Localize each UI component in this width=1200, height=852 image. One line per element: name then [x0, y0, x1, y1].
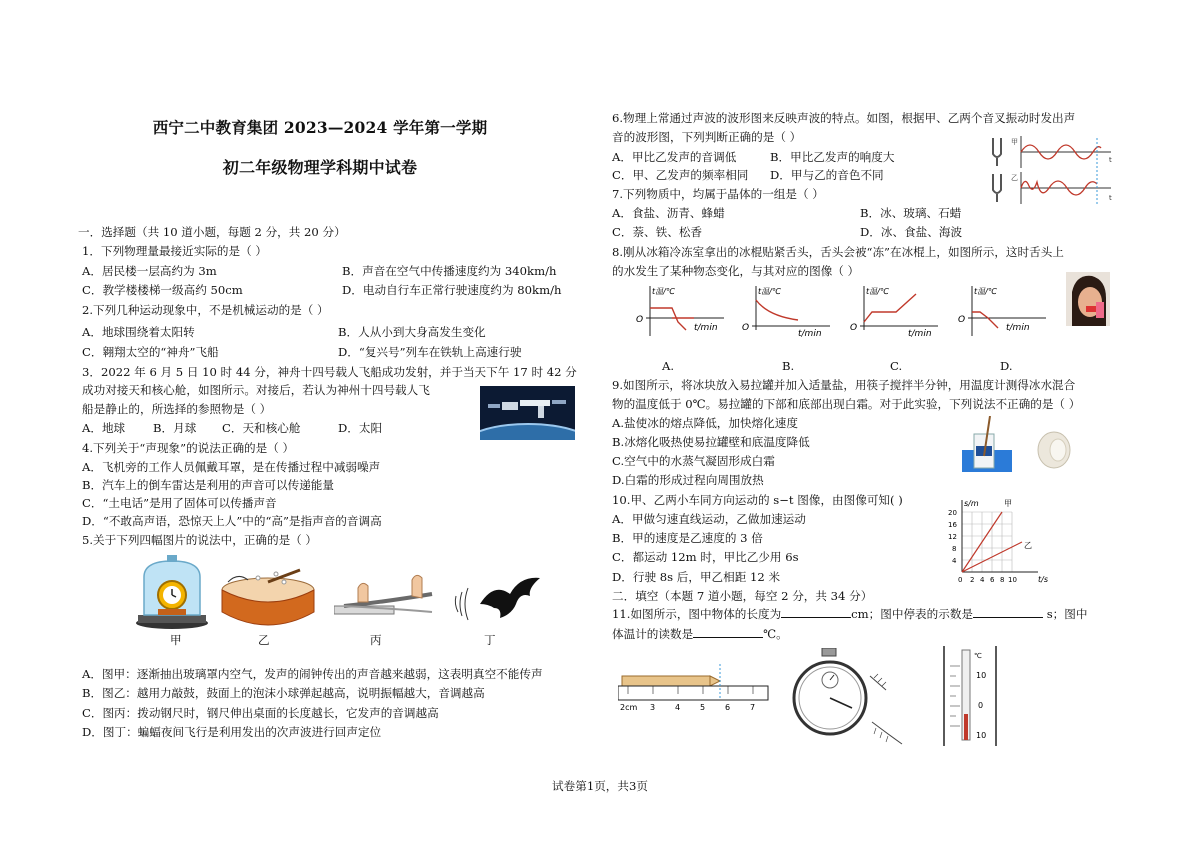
- q9-option-b: B.冰熔化吸热使易拉罐壁和底温度降低: [612, 435, 810, 449]
- q3-option-a: A．地球: [82, 421, 126, 435]
- q6-wave-label-2: 乙: [1011, 174, 1018, 182]
- q6-axis-t-1: t: [1109, 156, 1112, 164]
- q6-option-c: C．甲、乙发声的频率相同: [612, 168, 749, 182]
- q10-ytick: 20: [948, 509, 957, 517]
- q3-line2: 成功对接天和核心舱，如图所示。对接后，若认为神州十四号载人飞: [82, 383, 430, 397]
- q1-option-c: C．教学楼楼梯一级高约 50cm: [82, 283, 243, 297]
- q8-tongue-photo: [1066, 272, 1110, 326]
- q11-line1-b: cm；图中停表的示数是: [851, 607, 974, 621]
- q4-option-c: C．“土电话”是用了固体可以传播声音: [82, 496, 277, 510]
- q8-d-ylabel: t温/℃: [974, 287, 997, 296]
- q6-option-b: B．甲比乙发声的响度大: [770, 150, 895, 164]
- q5-option-a: A．图甲：逐渐抽出玻璃罩内空气，发声的闹钟传出的声音越来越弱，这表明真空不能传声: [82, 667, 543, 681]
- q8-a-ylabel: t温/℃: [652, 287, 675, 296]
- q11-thermo-unit: ℃: [974, 652, 982, 660]
- q10-ytick: 16: [948, 521, 957, 529]
- q11-ruler-label: 2cm: [620, 703, 638, 712]
- q10-xtick: 8: [1000, 576, 1005, 584]
- q8-graph-a: [632, 284, 728, 340]
- q10-option-c: C．都运动 12m 时，甲比乙少用 6s: [612, 550, 799, 564]
- q3-option-b: B．月球: [153, 421, 197, 435]
- q11-ruler-figure: [618, 664, 770, 716]
- q10-stem: 10.甲、乙两小车同方向运动的 s−t 图像，由图像可知( ): [612, 493, 903, 507]
- q11-thermometer-figure: [940, 646, 1000, 746]
- q4-stem: 4.下列关于“声现象”的说法正确的是（ ）: [82, 441, 295, 455]
- q10-xtick: 10: [1008, 576, 1017, 584]
- q11-line1-c: s；图中: [1046, 607, 1088, 621]
- q6-wave-label-1: 甲: [1011, 138, 1018, 146]
- q8-graph-d: [954, 284, 1050, 340]
- q5-label-2: 乙: [258, 633, 270, 647]
- q5-label-1: 甲: [170, 633, 182, 647]
- q11-ruler-label: 3: [650, 703, 656, 712]
- q8-graph-c: [846, 284, 942, 340]
- q4-option-b: B．汽车上的倒车雷达是利用的声音可以传递能量: [82, 478, 334, 492]
- q3-line1: 3．2022 年 6 月 5 日 10 时 44 分，神舟十四号载人飞船成功发射，并于当天下午 17 时 42 分: [82, 365, 577, 379]
- q8-d-xlabel: t/min: [1006, 323, 1030, 333]
- q11-ruler-label: 6: [725, 703, 731, 712]
- q10-xtick: 4: [980, 576, 985, 584]
- q11-line2: [612, 626, 788, 642]
- q7-option-d: D．冰、食盐、海波: [860, 225, 963, 239]
- q11-thermo-tick: 0: [978, 701, 984, 710]
- q11-line2-b: ℃。: [763, 627, 788, 641]
- q8-choice-d: D.: [1000, 359, 1013, 373]
- q8-b-xlabel: t/min: [798, 329, 822, 339]
- page-footer: 试卷第1页，共3页: [552, 779, 648, 793]
- q2-stem: 2.下列几种运动现象中，不是机械运动的是（ ）: [82, 303, 329, 317]
- q11-ruler-label: 5: [700, 703, 706, 712]
- q11-stopwatch-figure: [790, 648, 910, 748]
- q6-line1: 6.物理上常通过声波的波形图来反映声波的特点。如图，根据甲、乙两个音叉振动时发出声: [612, 111, 1076, 125]
- q1-option-b: B．声音在空气中传播速度约为 340km/h: [342, 264, 557, 278]
- q7-option-c: C．萘、铁、松香: [612, 225, 703, 239]
- q2-option-a: A．地球围绕着太阳转: [82, 325, 195, 339]
- q10-xtick: 6: [990, 576, 995, 584]
- q5-stem: 5.关于下列四幅图片的说法中，正确的是（ ）: [82, 533, 318, 547]
- q10-option-d: D．行驶 8s 后，甲乙相距 12 米: [612, 570, 781, 584]
- q11-line2-a: 体温计的读数是: [612, 627, 694, 641]
- q9-option-a: A.盐使冰的熔点降低，加快熔化速度: [612, 416, 798, 430]
- q6-waveform-figure: [985, 134, 1117, 208]
- q8-a-xlabel: t/min: [694, 323, 718, 333]
- q9-line1: 9.如图所示，将冰块放入易拉罐并加入适量盐，用筷子搅拌半分钟，用温度计测得冰水混合: [612, 378, 1076, 392]
- q8-choice-a: A.: [662, 359, 675, 373]
- q7-option-b: B．冰、玻璃、石蜡: [860, 206, 962, 220]
- q8-a-origin: O: [636, 315, 644, 325]
- q6-axis-t-2: t: [1109, 194, 1112, 202]
- q8-d-origin: O: [958, 315, 966, 325]
- q3-option-d: D．太阳: [338, 421, 383, 435]
- q8-c-origin: O: [850, 323, 858, 333]
- q2-option-c: C．翱翔太空的“神舟”飞船: [82, 345, 219, 359]
- q5-option-b: B．图乙：越用力敲鼓，鼓面上的泡沫小球弹起越高，说明振幅越大，音调越高: [82, 686, 485, 700]
- q11-ruler-label: 7: [750, 703, 756, 712]
- q11-blank-stopwatch[interactable]: [973, 607, 1043, 618]
- q11-blank-length[interactable]: [781, 607, 851, 618]
- q10-xtick: 2: [970, 576, 975, 584]
- q9-option-d: D.白霜的形成过程向周围放热: [612, 473, 764, 487]
- q3-line3: 船是静止的，所选择的参照物是（ ）: [82, 402, 272, 416]
- q10-ytick: 8: [952, 545, 957, 553]
- q11-line1: [612, 606, 1087, 622]
- q10-graph-ylabel: s/m: [964, 499, 979, 508]
- q8-line2: 的水发生了某种物态变化，与其对应的图像（ ）: [612, 264, 860, 278]
- q10-ytick: 12: [948, 533, 957, 541]
- q10-graph-line1: 甲: [1004, 499, 1012, 508]
- q10-xtick: 0: [958, 576, 963, 584]
- q9-can-photo: [962, 416, 1082, 474]
- q5-option-c: C．图丙：拨动钢尺时，钢尺伸出桌面的长度越长，它发声的音调越高: [82, 706, 439, 720]
- q8-b-origin: O: [742, 323, 750, 333]
- q10-graph-line2: 乙: [1024, 541, 1032, 550]
- q10-graph-xlabel: t/s: [1038, 575, 1048, 584]
- q6-option-d: D．甲与乙的音色不同: [770, 168, 884, 182]
- q5-figure-ruler: [334, 572, 434, 630]
- q6-line2: 音的波形图，下列判断正确的是（ ）: [612, 130, 802, 144]
- q11-blank-thermometer[interactable]: [693, 627, 763, 638]
- q2-option-b: B．人从小到大身高发生变化: [338, 325, 486, 339]
- q8-line1: 8.刚从冰箱冷冻室拿出的冰棍贴紧舌头，舌头会被“冻”在冰棍上，如图所示，这时舌头上: [612, 245, 1064, 259]
- q8-choice-b: B.: [782, 359, 795, 373]
- q8-choice-c: C.: [890, 359, 903, 373]
- page-title: 西宁二中教育集团 2023—2024 学年第一学期: [152, 118, 488, 137]
- q2-option-d: D．“复兴号”列车在铁轨上高速行驶: [338, 345, 522, 359]
- q5-figure-bat: [450, 574, 542, 626]
- q10-option-b: B．甲的速度是乙速度的 3 倍: [612, 531, 763, 545]
- q10-option-a: A．甲做匀速直线运动，乙做加速运动: [612, 512, 806, 526]
- q8-graph-b: [738, 284, 834, 340]
- q5-label-3: 丙: [370, 633, 382, 647]
- q7-stem: 7.下列物质中，均属于晶体的一组是（ ）: [612, 187, 824, 201]
- q8-c-ylabel: t温/℃: [866, 287, 889, 296]
- q9-line2: 物的温度低于 0℃。易拉罐的下部和底部出现白霜。对于此实验，下列说法不正确的是（ ）: [612, 397, 1081, 411]
- q8-b-ylabel: t温/℃: [758, 287, 781, 296]
- q11-line1-a: 11.如图所示，图中物体的长度为: [612, 607, 782, 621]
- section2-heading: 二．填空（本题 7 道小题，每空 2 分，共 34 分）: [612, 589, 873, 603]
- page-subtitle: 初二年级物理学科期中试卷: [222, 158, 418, 177]
- q1-option-a: A．居民楼一层高约为 3m: [82, 264, 217, 278]
- q7-option-a: A．食盐、沥青、蜂蜡: [612, 206, 725, 220]
- q8-c-xlabel: t/min: [908, 329, 932, 339]
- q1-option-d: D．电动自行车正常行驶速度约为 80km/h: [342, 283, 562, 297]
- q11-thermo-tick: 10: [976, 671, 987, 680]
- q9-option-c: C.空气中的水蒸气凝固形成白霜: [612, 454, 775, 468]
- q5-label-4: 丁: [484, 633, 496, 647]
- q11-ruler-label: 4: [675, 703, 681, 712]
- q3-option-c: C．天和核心舱: [222, 421, 301, 435]
- q4-option-a: A．飞机旁的工作人员佩戴耳罩，是在传播过程中减弱噪声: [82, 460, 381, 474]
- q10-ytick: 4: [952, 557, 957, 565]
- q11-thermo-tick: 10: [976, 731, 987, 740]
- section1-heading: 一．选择题（共 10 道小题，每题 2 分，共 20 分）: [78, 225, 346, 239]
- q6-option-a: A．甲比乙发声的音调低: [612, 150, 737, 164]
- q1-stem: 1．下列物理量最接近实际的是（ ）: [82, 244, 267, 258]
- space-station-photo: [480, 386, 575, 440]
- q4-option-d: D．“不敢高声语，恐惊天上人”中的“高”是指声音的音调高: [82, 514, 382, 528]
- q5-figure-bell-jar: [134, 555, 210, 631]
- q10-st-graph: [942, 498, 1074, 590]
- q5-option-d: D．图丁：蝙蝠夜间飞行是利用发出的次声波进行回声定位: [82, 725, 382, 739]
- q5-figure-drum: [218, 568, 318, 630]
